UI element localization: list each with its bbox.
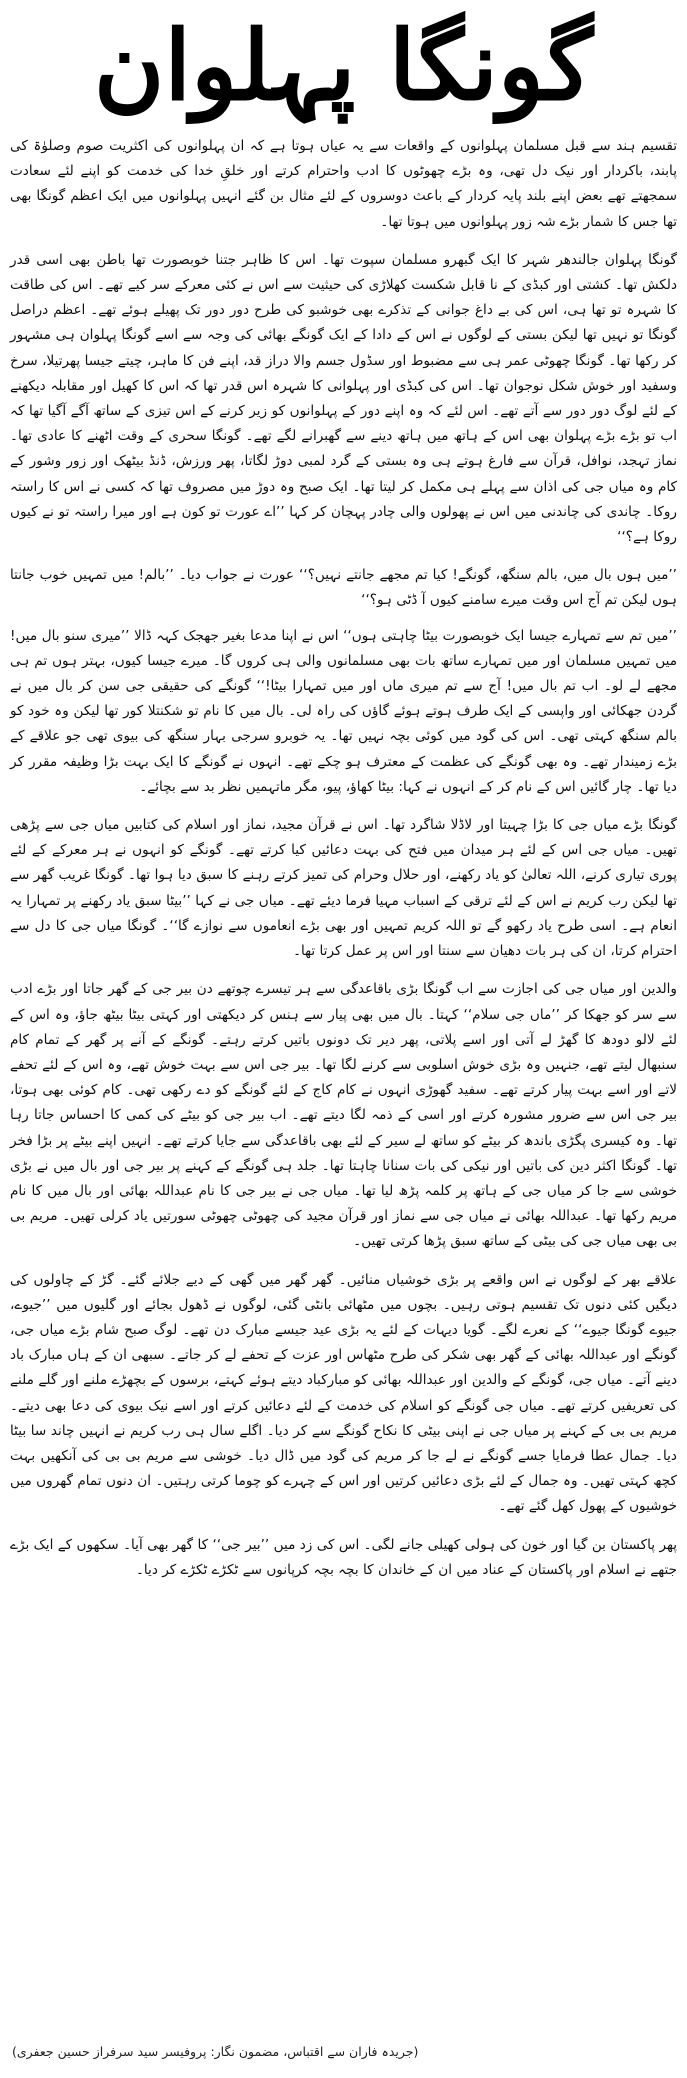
paragraph-7: علاقے بھر کے لوگوں نے اس واقعے پر بڑی خوشیاں منائیں۔ گھر گھر میں گھی کے دیے جلائے گئے۔ گڑ کے چاولوں کی دیگیں کئی دنوں تک تقسیم ہوتی رہیں۔ بچوں میں مٹھائی بانٹی گئی، لوگوں نے ڈھول بجائے اور گلیوں میں ’’جیوے، جیوے گونگا جیوے‘‘ کے نعرے لگے۔ گویا دیہات کے لئے یہ بڑی عید جیسے مبارک دن تھے۔ لوگ صبح شام بڑے میاں جی، گونگے اور عبداللہ بھائی کے گھر بھی شکر کی طرح مٹھاس اور عزت کے تحفے لے کر جاتے۔ سبھی ان کے ہاں مبارک باد دینے آتے۔ میاں جی، گونگے کے والدین اور عبداللہ بھائی کو مبارکباد دیتے ہوئے کہتے، برسوں کے بچھڑے ملنے اور گلے ملنے کی تعریفیں کرتے تھے۔ میاں جی گونگے کو اسلام کی خدمت کے لئے دعائیں کرتے اور اسے نیک بیوی کی دعا بھی دیتے۔ مریم بی بی کے کہنے پر میاں جی نے اپنی بیٹی کا نکاح گونگے سے کر دیا۔ اگلے سال ہی رب کریم نے انہیں چاند سا بیٹا دیا۔ جمال عطا فرمایا جسے گونگے نے لے جا کر مریم کی گود میں ڈال دیا۔ خوشی سے مریم بی بی کی آنکھیں بہت کچھ کہتی تھیں۔ وہ جمال کے لئے بڑی دعائیں کرتیں اور اس کے چہرے کو چوما کرتی رہتیں۔ ان دنوں تمام گھروں میں خوشیوں کے پھول کھل گئے تھے۔ [10, 1271, 677, 1515]
paragraph-5: گونگا بڑے میاں جی کا بڑا چہیتا اور لاڈلا شاگرد تھا۔ اس نے قرآن مجید، نماز اور اسلام کی کتابیں میاں جی سے پڑھی تھیں۔ میاں جی اس کے لئے ہر میدان میں فتح کی بہت دعائیں کیا کرتے تھے۔ گونگے کو انہوں نے ہر معرکے کے لئے پوری تیاری کرنے، اللہ تعالیٰ کو یاد رکھنے، اور حلال وحرام کی تمیز کرتے رہنے کا سبق دیا ہوا تھا۔ گونگا غریب گھر سے تھا لیکن رب کریم نے اس کے لئے ترقی کے اسباب مہیا فرما دیئے تھے۔ میاں جی نے کہا ’’بیٹا سبق یاد رکھنے پر تمہارا یہ انعام ہے۔ اسی طرح یاد رکھو گے تو اللہ کریم تمہیں اور بھی بڑے انعاموں سے نوازے گا‘‘۔ گونگا میاں جی کا دل سے احترام کرتا، ان کی ہر بات دھیان سے سنتا اور اس پر عمل کرتا تھا۔ [10, 817, 677, 960]
paragraph-1: تقسیم ہند سے قبل مسلمان پہلوانوں کے واقعات سے یہ عیاں ہوتا ہے کہ ان پہلوانوں کی اکثریت صوم وصلوٰۃ کی پابند، باکردار اور نیک دل تھی، وہ بڑے چھوٹوں کا ادب واحترام کرتے اور خلقِ خدا کی خدمت کو اپنے لئے سعادت سمجھتے تھے بعض اپنے بلند پایہ کردار کے باعث دوسروں کے لئے مثال بن گئے انہیں پہلوانوں میں ایک اعظم گونگا بھی تھا جس کا شمار بڑے شہ زور پہلوانوں میں ہوتا تھا۔ [10, 138, 677, 230]
paragraph-6: والدین اور میاں جی کی اجازت سے اب گونگا بڑی باقاعدگی سے ہر تیسرے چوتھے دن بیر جی کے گھر جاتا اور بڑے ادب سے سر کو جھکا کر ’’ماں جی سلام‘‘ کہتا۔ بال میں بھی پیار سے ہنس کر دیکھتی اور کہتی بیٹا بیٹھ جاؤ، وہ اس کے لئے لالو دودھ کا گھڑ لے آتی اور اسے پلاتی، پھر دیر تک دونوں باتیں کرتے رہتے۔ گونگے کے آنے پر گھر کے تمام کام سنبھال لیتے تھے، جنہیں وہ بڑی خوش اسلوبی سے کرنے لگا تھا۔ بیر جی اس سے بہت خوش تھے، وہ اس کے لئے تحفے لاتے اور اسے بہت پیار کرتے تھے۔ سفید گھوڑی انہوں نے کام کاج کے لئے گونگے کو دے رکھی تھی۔ کام کوئی بھی ہوتا، بیر جی اس سے ضرور مشورہ کرتے اور اسی کے ذمہ لگا دیتے تھے۔ اب بیر جی کو بیٹے کی کمی کا احساس جاتا رہا تھا۔ وہ کیسری پگڑی باندھ کر بیٹے کو ساتھ لے سیر کے لئے بھی باقاعدگی سے جایا کرتے تھے۔ انہیں اپنے بیٹے پر بڑا فخر تھا۔ گونگا اکثر دین کی باتیں اور نیکی کی بات سنانا چاہتا تھا۔ جلد ہی گونگے کے کہنے پر بیر جی اور بال میں نے بڑی خوشی سے جا کر میاں جی کے ہاتھ پر کلمہ پڑھ لیا تھا۔ میاں جی نے بیر جی کا نام عبداللہ بھائی اور بال میں کا نام مریم رکھا تھا۔ عبداللہ بھائی نے میاں جی سے نماز اور قرآن مجید کی چھوٹی چھوٹی سورتیں یاد کرلی تھیں۔ مریم بی بی بھی میاں جی کی بیٹی کے ساتھ سبق پڑھا کرتی تھیں۔ [10, 981, 677, 1250]
title-area [0, 0, 687, 132]
paragraph-3: ’’میں ہوں بال میں، بالم سنگھ، گونگے! کیا تم مجھے جانتے نہیں؟‘‘ عورت نے جواب دیا۔ ’’بالم! میں تمہیں خوب جانتا ہوں لیکن تم آج اس وقت میرے سامنے کیوں آ ڈٹی ہو؟‘‘ [10, 567, 677, 609]
article-title: گونگا پہلوان [93, 9, 594, 122]
article-body [10, 134, 677, 1596]
source-credit: (جریدہ فاران سے اقتباس، مضمون نگار: پروفیسر سید سرفراز حسین جعفری) [12, 2044, 419, 2059]
paragraph-2: گونگا پہلوان جالندھر شہر کا ایک گبھرو مسلمان سپوت تھا۔ اس کا ظاہر جتنا خوبصورت تھا باطن بھی اسی قدر دلکش تھا۔ کشتی اور کبڈی کے نا قابل شکست کھلاڑی کی حیثیت سے اس نے کئی معرکے سر کیے تھے۔ اس کی طاقت کا شہرہ تو تھا ہی، اس کی بے داغ جوانی کے تذکرے بھی خوشبو کی طرح دور دور تک پھیلے ہوئے تھے۔ اعظم دراصل گونگا تو نہیں تھا لیکن بستی کے لوگوں نے اس کے دادا کے ایک گونگے بھائی کی وجہ سے اسے گونگا پہلوان ہی مشہور کر رکھا تھا۔ گونگا چھوٹی عمر ہی سے مضبوط اور سڈول جسم والا دراز قد، اپنے فن کا ماہر، چیتے جیسا پھرتیلا، سرخ وسفید اور خوش شکل نوجوان تھا۔ اس کی کبڈی اور پہلوانی کا شہرہ اس قدر تھا کہ اس کا کھیل اور مقابلہ دیکھنے کے لئے لوگ دور دور سے آتے تھے۔ اس لئے کہ وہ اپنے دور کے پہلوانوں کو زیر کرنے کے اس تیزی کے ساتھ آگے آگیا تھا کہ اب تو بڑے بڑے پہلوان بھی اس کے ہاتھ میں ہاتھ دینے سے گھبرانے لگے تھے۔ گونگا سحری کے وقت اٹھنے کا عادی تھا۔ نماز تہجد، نوافل، قرآن سے فارغ ہوتے ہی وہ بستی کے گرد لمبی دوڑ لگاتا، پھر ورزش، ڈنڈ بیٹھک اور زور وشور کے کام وہ میاں جی کی اذان سے پہلے ہی مکمل کر لیتا تھا۔ ایک صبح وہ دوڑ میں مصروف تھا کہ کسی نے اس کا راستہ روکا۔ چاندی کی چاندنی میں اس نے پھولوں والی چادر پہچان کر کہا ’’اے عورت تو کون ہے اور میرا راستہ تو نے کیوں روکا ہے؟‘‘ [10, 251, 677, 546]
paragraph-8: پھر پاکستان بن گیا اور خون کی ہولی کھیلی جانے لگی۔ اس کی زد میں ’’بیر جی‘‘ کا گھر بھی آیا۔ سکھوں کے ایک بڑے جتھے نے اسلام اور پاکستان کے عناد میں ان کے خاندان کا بچہ بچہ کرپانوں سے ٹکڑے ٹکڑے کر دیا۔ [10, 1536, 677, 1578]
paragraph-4: ’’میں تم سے تمہارے جیسا ایک خوبصورت بیٹا چاہتی ہوں‘‘ اس نے اپنا مدعا بغیر جھجک کہہ ڈالا ’’میری سنو بال میں! میں تمہیں مسلمان اور میں تمہارے ساتھ بات بھی مسلمانوں والی ہی کروں گا۔ میرے جیسا کیوں، بہتر ہوں تم ہی مجھے لے لو۔ اب تم بال میں! آج سے تم میری ماں اور میں تمہارا بیٹا!‘‘ گونگے کی حقیقی جی سن کر بال میں نے گردن جھکائی اور واپسی کے ایک طرف ہوتے ہوئے گاؤں کی راہ لی۔ بال میں کا نام تو شکنتلا کور تھا لیکن وہ خود کو بالم سنگھ کہتی تھی۔ اس کی گود میں کوئی بچہ نہیں تھا۔ یہ خوبرو سرجی بہار سنگھ کی بیوی تھی جو علاقے کے بڑے زمیندار تھے۔ وہ بھی گونگے کی عظمت کے معترف ہو چکے تھے۔ انہوں نے گونگے کا ایک بہت بڑا وظیفہ مقرر کر دیا تھا۔ چار گائیں اس کے نام کر کے انہوں نے کہا: بیٹا کھاؤ، پیو، مگر ماتہمیں نظر بد سے بچائے۔ [10, 627, 677, 795]
